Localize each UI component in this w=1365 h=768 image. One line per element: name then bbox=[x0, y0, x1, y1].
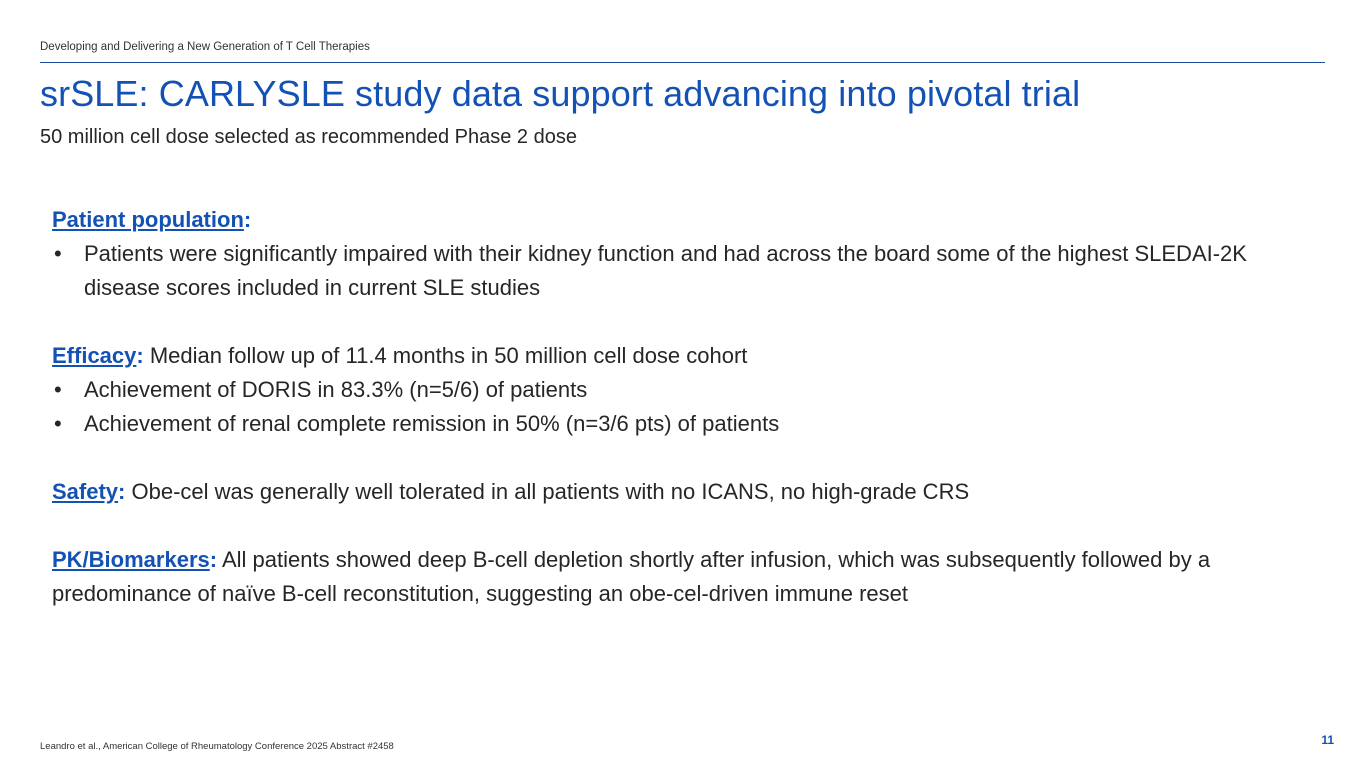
pk-biomarkers-link[interactable]: PK/Biomarkers bbox=[52, 547, 210, 572]
list-item bbox=[52, 237, 1292, 305]
section-patient-population bbox=[52, 203, 1292, 305]
page-number: 11 bbox=[1321, 733, 1334, 747]
bullet-icon: • bbox=[54, 241, 62, 266]
safety-link[interactable]: Safety bbox=[52, 479, 119, 504]
section-efficacy bbox=[52, 339, 1292, 441]
heading-colon: : bbox=[243, 207, 252, 232]
header-divider bbox=[40, 62, 1325, 63]
efficacy-link[interactable]: Efficacy bbox=[52, 343, 137, 368]
efficacy-bullets bbox=[52, 373, 1292, 441]
list-item bbox=[52, 373, 1292, 407]
section-heading-line bbox=[52, 475, 1292, 509]
patient-population-link[interactable]: Patient population bbox=[52, 207, 244, 232]
efficacy-text: Median follow up of 11.4 months in 50 million cell dose cohort bbox=[143, 343, 748, 368]
slide-content bbox=[52, 203, 1292, 611]
heading-colon: : bbox=[209, 547, 218, 572]
slide-title: srSLE: CARLYSLE study data support advancing into pivotal trial bbox=[40, 73, 1081, 114]
safety-text: Obe-cel was generally well tolerated in all patients with no ICANS, no high-grade CRS bbox=[125, 479, 970, 504]
bullet-icon: • bbox=[54, 411, 62, 436]
heading-colon: : bbox=[118, 479, 126, 504]
header-label: Developing and Delivering a New Generation of T Cell Therapies bbox=[40, 41, 370, 53]
section-heading-line bbox=[52, 543, 1292, 611]
bullet-text: Achievement of DORIS in 83.3% (n=5/6) of patients bbox=[84, 377, 588, 402]
bullet-text: Achievement of renal complete remission in 50% (n=3/6 pts) of patients bbox=[84, 411, 780, 436]
list-item bbox=[52, 407, 1292, 441]
footnote: Leandro et al., American College of Rheumatology Conference 2025 Abstract #2458 bbox=[40, 741, 394, 752]
section-pk-biomarkers bbox=[52, 543, 1292, 611]
section-safety bbox=[52, 475, 1292, 509]
section-heading-line bbox=[52, 203, 1292, 237]
bullet-text: Patients were significantly impaired with their kidney function and had across the board some of the highest SLEDAI-2K disease scores included in current SLE studies bbox=[84, 241, 1247, 300]
patient-population-bullets bbox=[52, 237, 1292, 305]
pk-biomarkers-text: All patients showed deep B-cell depletion shortly after infusion, which was subsequently followed by a predominance of naïve B-cell reconstitution, suggesting an obe-cel-driven immune reset bbox=[52, 547, 1211, 606]
slide-subtitle: 50 million cell dose selected as recommended Phase 2 dose bbox=[40, 126, 577, 148]
heading-colon: : bbox=[136, 343, 144, 368]
bullet-icon: • bbox=[54, 377, 62, 402]
section-heading-line bbox=[52, 339, 1292, 373]
